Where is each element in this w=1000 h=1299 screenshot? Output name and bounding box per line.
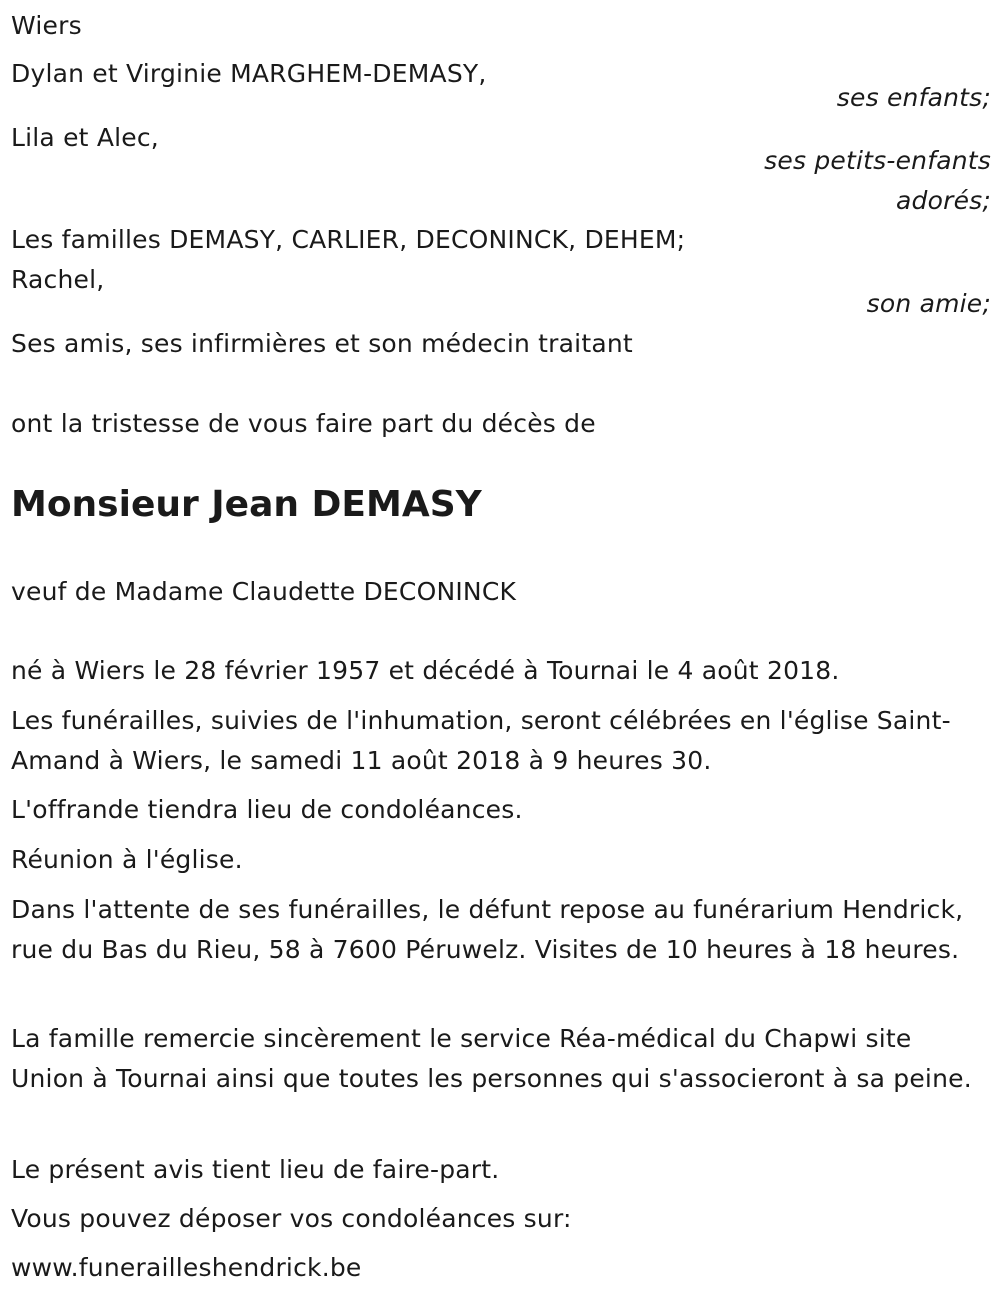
grandchildren-role-line2: adorés; bbox=[896, 186, 991, 215]
offering-line: L'offrande tiendra lieu de condoléances. bbox=[11, 795, 523, 824]
others-line: Ses amis, ses infirmières et son médecin traitant bbox=[11, 329, 633, 358]
notice-line: Le présent avis tient lieu de faire-part. bbox=[11, 1155, 500, 1184]
families-list: Les familles DEMASY, CARLIER, DECONINCK, DEHEM; bbox=[11, 225, 686, 254]
funeral-paragraph: Les funérailles, suivies de l'inhumation, seront célébrées en l'église Saint-Amand à Wiers, le samedi 11 août 2018 à 9 heures 30. bbox=[11, 706, 951, 775]
condolences-line: Vous pouvez déposer vos condoléances sur: bbox=[11, 1204, 572, 1233]
place-header: Wiers bbox=[11, 11, 82, 40]
widower-of: veuf de Madame Claudette DECONINCK bbox=[11, 577, 517, 606]
friend-name: Rachel, bbox=[11, 265, 105, 294]
birth-death-line: né à Wiers le 28 février 1957 et décédé à Tournai le 4 août 2018. bbox=[11, 656, 840, 685]
viewing-paragraph: Dans l'attente de ses funérailles, le défunt repose au funérarium Hendrick, rue du Bas du Rieu, 58 à 7600 Péruwelz. Visites de 10 heures à 18 heures. bbox=[11, 895, 964, 964]
thanks-paragraph: La famille remercie sincèrement le service Réa-médical du Chapwi site Union à Tournai ainsi que toutes les personnes qui s'associeront à sa peine. bbox=[11, 1024, 972, 1093]
children-role: ses enfants; bbox=[836, 83, 991, 112]
announcement-intro: ont la tristesse de vous faire part du décès de bbox=[11, 409, 596, 438]
deceased-name: Monsieur Jean DEMASY bbox=[11, 484, 482, 525]
friend-role: son amie; bbox=[866, 289, 991, 318]
meeting-line: Réunion à l'église. bbox=[11, 845, 243, 874]
grandchildren-names: Lila et Alec, bbox=[11, 123, 159, 152]
children-names: Dylan et Virginie MARGHEM-DEMASY, bbox=[11, 59, 487, 88]
website-link[interactable]: www.funerailleshendrick.be bbox=[11, 1253, 362, 1282]
grandchildren-role-line1: ses petits-enfants bbox=[764, 146, 991, 175]
